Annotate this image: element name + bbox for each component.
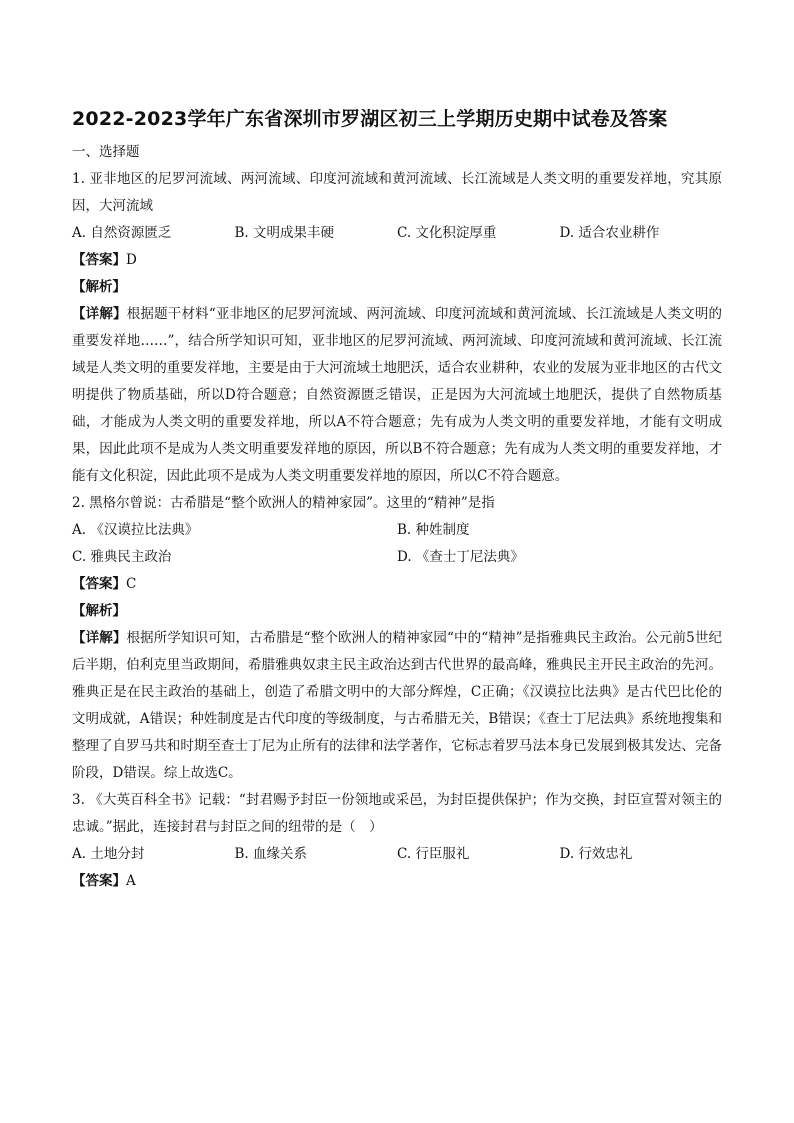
answer-value: C <box>126 576 137 592</box>
option-c: C. 雅典民主政治 <box>72 549 172 565</box>
option-a: A. 自然资源匮乏 <box>72 225 172 241</box>
options-row <box>72 841 722 868</box>
option-c: C. 行臣服礼 <box>397 846 470 862</box>
option-d: D. 《查士丁尼法典》 <box>397 549 524 565</box>
option-c: C. 文化积淀厚重 <box>397 225 497 241</box>
answer-line <box>72 247 722 274</box>
question-stem: 3. 《大英百科全书》记载：“封君赐予封臣一份领地或采邑，为封臣提供保护；作为交换，封臣宣誓对领主的忠诚。”据此，连接封君与封臣之间的纽带的是（ ） <box>72 792 722 835</box>
analysis-tag: 【解析】 <box>72 603 126 619</box>
question-1 <box>72 166 722 490</box>
detail-tag: 【详解】 <box>72 630 127 646</box>
answer-value: D <box>126 252 137 268</box>
answer-tag: 【答案】 <box>72 873 126 889</box>
question-2 <box>72 490 722 787</box>
question-stem: 1. 亚非地区的尼罗河流域、两河流域、印度河流域和黄河流域、长江流域是人类文明的重要发祥地，究其原因，大河流域 <box>72 171 722 214</box>
option-a: A. 土地分封 <box>72 846 145 862</box>
page-title: 2022-2023学年广东省深圳市罗湖区初三上学期历史期中试卷及答案 <box>72 108 668 130</box>
detail-tag: 【详解】 <box>72 306 127 322</box>
options-row <box>72 220 722 247</box>
option-b: B. 种姓制度 <box>397 522 470 538</box>
answer-line <box>72 868 722 895</box>
option-d: D. 适合农业耕作 <box>559 225 660 241</box>
options-row <box>72 544 722 571</box>
question-3 <box>72 787 722 895</box>
detail-text: 根据所学知识可知，古希腊是“整个欧洲人的精神家园“中的“精神”是指雅典民主政治。公元前5世纪后半期，伯利克里当政期间，希腊雅典奴隶主民主政治达到古代世界的最高峰，雅典民主开民主政治的先河。雅典正是在民主政治的基础上，创造了希腊文明中的大部分辉煌，C正确；《汉谟拉比法典》是古代巴比伦的文明成就，A错误；种姓制度是古代印度的等级制度，与古希腊无关，B错误；《查士丁尼法典》系统地搜集和整理了自罗马共和时期至查士丁尼为止所有的法律和法学著作，它标志着罗马法本身已发展到极其发达、完备阶段，D错误。综上故选C。 <box>72 630 722 781</box>
section-heading: 一、选择题 <box>72 144 140 160</box>
answer-tag: 【答案】 <box>72 576 126 592</box>
question-stem: 2. 黑格尔曾说：古希腊是“整个欧洲人的精神家园”。这里的“精神”是指 <box>72 495 495 511</box>
answer-tag: 【答案】 <box>72 252 126 268</box>
options-row <box>72 517 722 544</box>
document-content <box>72 104 722 895</box>
answer-line <box>72 571 722 598</box>
option-b: B. 文明成果丰硬 <box>234 225 335 241</box>
detail-paragraph <box>72 301 722 490</box>
option-d: D. 行效忠礼 <box>559 846 633 862</box>
analysis-tag: 【解析】 <box>72 279 126 295</box>
detail-paragraph <box>72 625 722 787</box>
detail-text: 根据题干材料“亚非地区的尼罗河流域、两河流域、印度河流域和黄河流域、长江流域是人类文明的重要发祥地……”，结合所学知识可知，亚非地区的尼罗河流域、两河流域、印度河流域和黄河流域、长江流域是人类文明的重要发祥地，主要是由于大河流域土地肥沃，适合农业耕种，农业的发展为亚非地区的古代文明提供了物质基础，所以D符合题意；自然资源匮乏错误，正是因为大河流域土地肥沃，提供了自然物质基础，才能成为人类文明的重要发祥地，所以A不符合题意；先有成为人类文明的重要发祥地，才能有文明成果，因此此项不是成为人类文明重要发祥地的原因，所以B不符合题意；先有成为人类文明的重要发祥地，才能有文化积淀，因此此项不是成为人类文明重要发祥地的原因，所以C不符合题意。 <box>72 306 722 484</box>
option-a: A. 《汉谟拉比法典》 <box>72 522 199 538</box>
option-b: B. 血缘关系 <box>234 846 308 862</box>
answer-value: A <box>126 873 136 889</box>
